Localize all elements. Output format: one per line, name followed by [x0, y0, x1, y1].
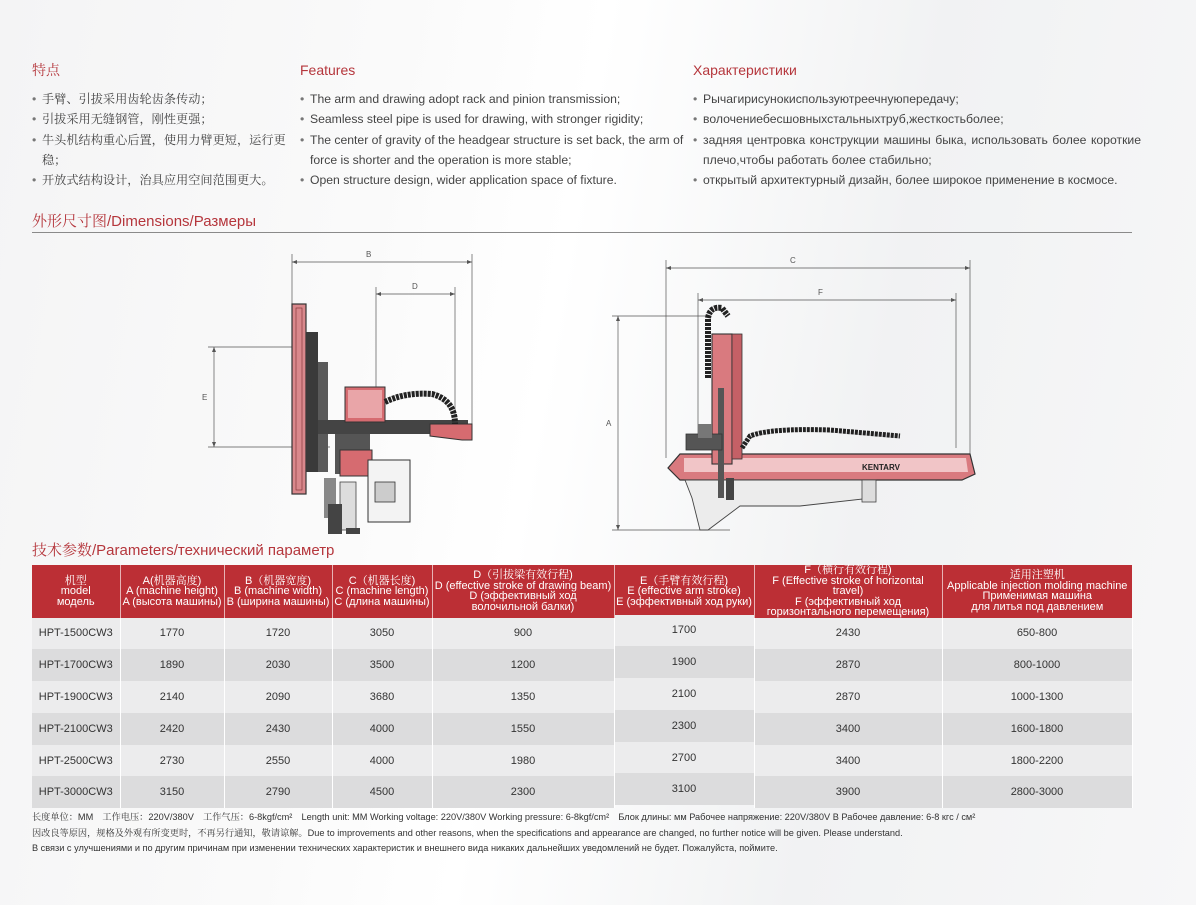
features-ru-heading: Характеристики — [693, 62, 797, 78]
feature-item: • The arm and drawing adopt rack and pinion transmission; — [300, 89, 690, 109]
features-zh-heading: 特点 — [32, 62, 60, 78]
table-cell: 3150 — [120, 776, 224, 808]
table-cell: 2300 — [614, 710, 754, 742]
table-cell: 800-1000 — [942, 649, 1132, 681]
table-cell: 4500 — [332, 776, 432, 808]
features-en-heading: Features — [300, 62, 356, 78]
header-f: F（横行有效行程) F (Effective stroke of horizontal travel) F (эффективный ход горизонтального перемещения) — [754, 565, 942, 618]
table-cell: HPT-2500CW3 — [32, 745, 120, 777]
side-view-drawing — [200, 242, 490, 537]
table-cell: 4000 — [332, 713, 432, 745]
table-cell: HPT-1500CW3 — [32, 618, 120, 650]
feature-item: • 开放式结构设计，治具应用空间范围更大。 — [32, 170, 300, 190]
dim-label-d: D — [412, 282, 418, 291]
table-row — [32, 713, 1132, 745]
parameters-title: 技术参数/Parameters/технический параметр — [32, 542, 335, 559]
table-header-row — [32, 565, 1132, 618]
table-cell: 2090 — [224, 681, 332, 713]
table-cell: 3500 — [332, 649, 432, 681]
dimensions-title: 外形尺寸图/Dimensions/Размеры — [32, 213, 257, 230]
table-cell: 1550 — [432, 713, 614, 745]
footnotes — [32, 810, 1172, 857]
table-cell: 2100 — [614, 678, 754, 710]
feature-item: • 牛头机结构重心后置，使用力臂更短，运行更稳； — [32, 130, 300, 171]
header-e: E（手臂有效行程) E (effective arm stroke) E (эффективный ход руки) — [614, 565, 754, 618]
table-cell: 3680 — [332, 681, 432, 713]
table-cell: 1000-1300 — [942, 681, 1132, 713]
footnote-disclaimer-ru: В связи с улучшениями и по другим причинам при изменении технических характеристик и внешнего вида никаких дальнейших уведомлений не будет. Пожалуйста, поймите. — [32, 843, 778, 853]
table-cell: 1890 — [120, 649, 224, 681]
footnote-disclaimer-en: 因改良等原因，规格及外观有所变更时，不再另行通知，敬请谅解。Due to improvements and other reasons, when the specifications and appearance are changed, no further notice will be given. Please understand. — [32, 827, 903, 838]
features-ru — [693, 60, 1141, 190]
feature-item: • The center of gravity of the headgear structure is set back, the arm of force is shorter and the operation is more stable; — [300, 130, 690, 171]
feature-item: • 引拔采用无缝钢管，刚性更强； — [32, 109, 300, 129]
table-cell: 2800-3000 — [942, 776, 1132, 808]
table-cell: 1800-2200 — [942, 745, 1132, 777]
dim-label-c: C — [790, 256, 796, 265]
table-cell: 1700 — [614, 615, 754, 647]
header-c: C（机器长度) C (machine length) C (длина машины) — [332, 565, 432, 618]
table-row — [32, 681, 1132, 713]
table-cell: 1350 — [432, 681, 614, 713]
table-row — [32, 649, 1132, 681]
table-cell: 900 — [432, 618, 614, 650]
table-cell: 4000 — [332, 745, 432, 777]
feature-item: • волочениебесшовныхстальныхтруб,жесткостьболее; — [693, 109, 1141, 129]
table-row — [32, 618, 1132, 650]
feature-item: • Рычагирисунокиспользуютреечнуюпередачу; — [693, 89, 1141, 109]
parameters-table — [32, 565, 1132, 808]
table-cell: 3400 — [754, 713, 942, 745]
table-cell: 3100 — [614, 773, 754, 805]
footnote-units: 长度单位：MM 工作电压：220V/380V 工作气压：6-8kgf/cm² Length unit: MM Working voltage: 220V/380V Working pressure: 6-8kgf/cm² Блок длины: мм Рабочее напряжение: 220V/380V В Рабочее давление: 6-8 кгс / см² — [32, 812, 976, 822]
table-cell: 2140 — [120, 681, 224, 713]
feature-item: • 手臂、引拔采用齿轮齿条传动； — [32, 89, 300, 109]
section-divider — [32, 232, 1132, 233]
front-view-drawing — [600, 248, 985, 538]
table-cell: HPT-1700CW3 — [32, 649, 120, 681]
header-model: 机型 model модель — [32, 565, 120, 618]
header-injection-machine: 适用注塑机 Applicable injection molding machine Применимая машина для литья под давлением — [942, 565, 1132, 618]
table-cell: 2030 — [224, 649, 332, 681]
table-cell: 2730 — [120, 745, 224, 777]
table-cell: 2870 — [754, 681, 942, 713]
features-en — [300, 60, 690, 190]
table-row — [32, 776, 1132, 808]
table-row — [32, 745, 1132, 777]
header-b: B（机器宽度) B (machine width) B (ширина машины) — [224, 565, 332, 618]
feature-item: • открытый архитектурный дизайн, более широкое применение в космосе. — [693, 170, 1141, 190]
table-cell: 2700 — [614, 742, 754, 774]
table-cell: 2550 — [224, 745, 332, 777]
dim-label-b: B — [366, 250, 372, 259]
feature-item: • задняя центровка конструкции машины быка, использовать более короткие плечо,чтобы работать более стабильно; — [693, 130, 1141, 171]
brand-logo: KENTARV — [862, 463, 900, 472]
table-cell: 3900 — [754, 776, 942, 808]
table-cell: HPT-3000CW3 — [32, 776, 120, 808]
table-cell: 1900 — [614, 646, 754, 678]
table-cell: 1720 — [224, 618, 332, 650]
table-cell: 2430 — [754, 618, 942, 650]
table-cell: 2420 — [120, 713, 224, 745]
table-cell: HPT-2100CW3 — [32, 713, 120, 745]
dim-label-f: F — [818, 288, 823, 297]
table-cell: 1600-1800 — [942, 713, 1132, 745]
table-cell: 2300 — [432, 776, 614, 808]
header-a: A(机器高度) A (machine height) A (высота машины) — [120, 565, 224, 618]
feature-item: • Seamless steel pipe is used for drawing, with stronger rigidity; — [300, 109, 690, 129]
dim-label-a: A — [606, 419, 612, 428]
table-cell: 1980 — [432, 745, 614, 777]
table-cell: 2790 — [224, 776, 332, 808]
feature-item: • Open structure design, wider application space of fixture. — [300, 170, 690, 190]
features-zh — [32, 60, 300, 190]
header-d: D（引拔梁有效行程) D (effective stroke of drawing beam) D (эффективный ход волочильной балки) — [432, 565, 614, 618]
table-cell: 3050 — [332, 618, 432, 650]
table-cell: HPT-1900CW3 — [32, 681, 120, 713]
table-cell: 1770 — [120, 618, 224, 650]
table-cell: 2870 — [754, 649, 942, 681]
table-cell: 2430 — [224, 713, 332, 745]
dim-label-e: E — [202, 393, 208, 402]
table-cell: 3400 — [754, 745, 942, 777]
table-cell: 1200 — [432, 649, 614, 681]
table-cell: 650-800 — [942, 618, 1132, 650]
